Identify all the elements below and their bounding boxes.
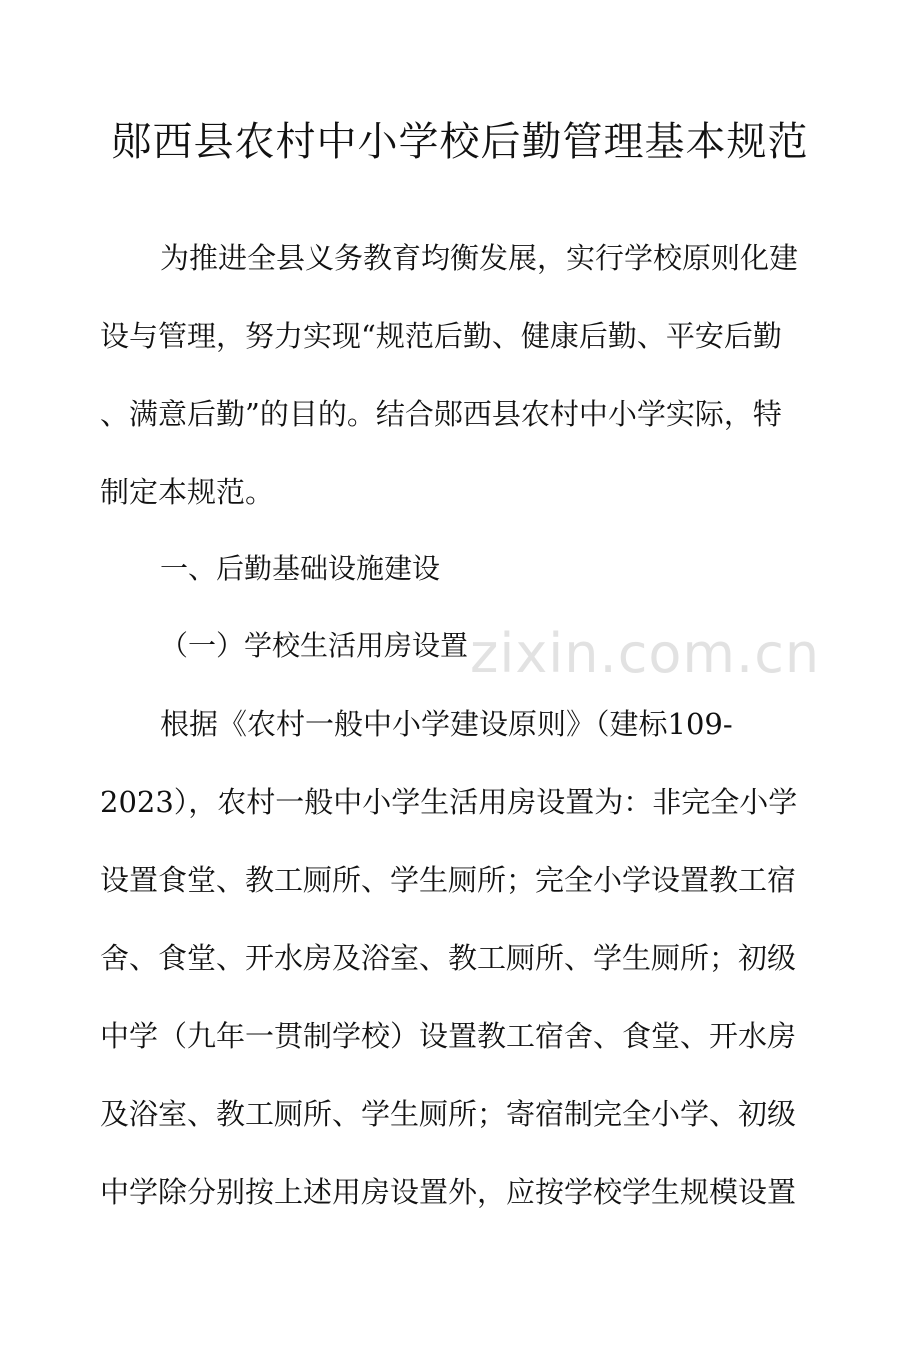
intro-line-2: 设与管理，努力实现“规范后勤、健康后勤、平安后勤	[100, 319, 782, 353]
intro-line-1: 为推进全县义务教育均衡发展，实行学校原则化建	[160, 241, 799, 275]
body-line-1: 根据《农村一般中小学建设原则》（建标109-	[160, 707, 733, 741]
intro-line-4: 制定本规范。	[100, 475, 275, 509]
body-line-4: 舍、食堂、开水房及浴室、教工厕所、学生厕所；初级	[100, 941, 797, 975]
intro-line-3: 、满意后勤”的目的。结合郧西县农村中小学实际，特	[100, 397, 782, 431]
body-line-7: 中学除分别按上述用房设置外，应按学校学生规模设置	[100, 1175, 797, 1209]
body-line-5: 中学（九年一贯制学校）设置教工宿舍、食堂、开水房	[100, 1019, 797, 1053]
document-title: 郧西县农村中小学校后勤管理基本规范	[111, 119, 809, 165]
section-heading: 一、后勤基础设施建设	[160, 552, 441, 585]
body-line-6: 及浴室、教工厕所、学生厕所；寄宿制完全小学、初级	[100, 1097, 797, 1131]
body-line-2: 2023），农村一般中小学生活用房设置为：非完全小学	[100, 785, 798, 819]
body-line-3: 设置食堂、教工厕所、学生厕所；完全小学设置教工宿	[100, 863, 797, 897]
site-watermark: zixin.com.cn	[470, 622, 821, 685]
subsection-heading: （一）学校生活用房设置	[160, 629, 469, 662]
